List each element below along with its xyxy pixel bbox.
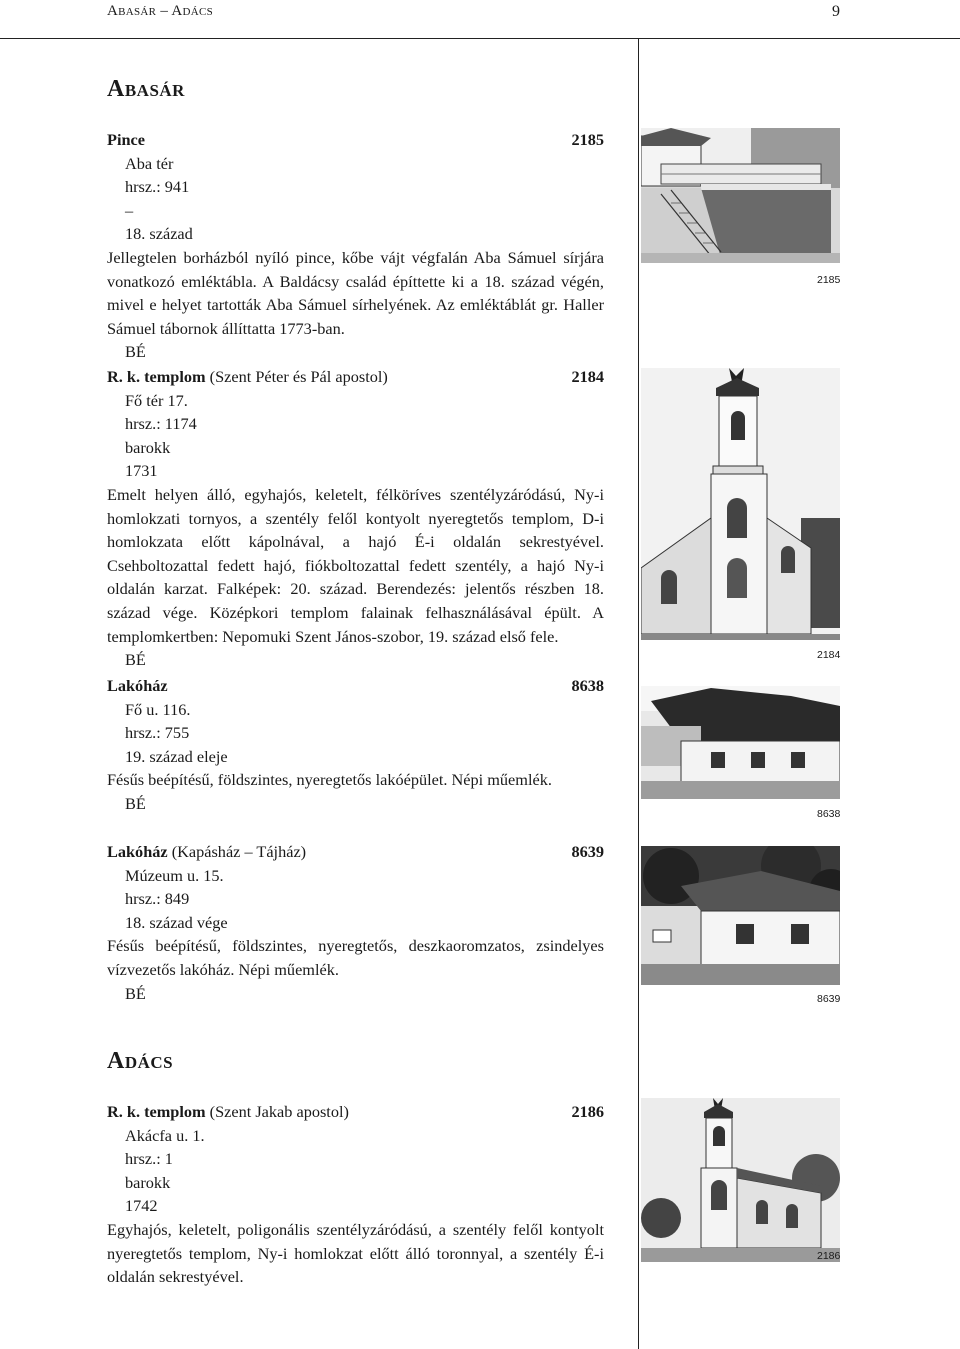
entry-number: 2184 [571,367,604,386]
entry-author: BÉ [125,793,146,813]
entry-description: Jellegtelen borházból nyíló pince, kőbe vájt végfalán Aba Sámuel sírjára vonatkozó emléktábla. A Baldácsy család építtette ki a 18. század végén, mivel e helyet tartották Aba Sámuel sírhelyének. Az emléktáblát gr. Haller Sámuel tábornok állíttatta 1773-ban. [107,247,604,338]
entry-address: Múzeum u. 15. [125,865,224,885]
entry-title: Pince [107,130,145,149]
entry-subtitle: (Szent Jakab apostol) [205,1102,349,1121]
entry-number: 2185 [571,130,604,149]
photo-caption: 2186 [817,1250,841,1262]
entry-parcel: hrsz.: 1 [125,1149,173,1169]
entry-heading [107,674,604,698]
entry-description: Fésűs beépítésű, földszintes, nyeregtetős lakóépület. Népi műemlék. [107,770,552,790]
house-photo [641,686,840,799]
entry-style: barokk [125,1172,171,1192]
section-title-adacs: Adács [107,1048,174,1074]
entry-parcel: hrsz.: 941 [125,177,190,197]
entry-date: 1742 [125,1196,158,1216]
entry-heading [107,128,604,152]
entry-date: 18. század vége [125,912,228,932]
entry-parcel: hrsz.: 1174 [125,414,197,434]
entry-heading [107,365,604,389]
entry-style: barokk [125,437,171,457]
entry-address: Fő tér 17. [125,390,188,410]
entry-description: Egyhajós, keletelt, poligonális szentélyzáródású, a szentély felől kontyolt nyeregtetős templom, Ny-i homlokzat előtt álló toronnyal, a szentély É-i oldalán sekrestyével. [107,1219,604,1287]
photo-caption: 8638 [817,808,841,820]
entry-number: 8639 [571,842,604,861]
page-number: 9 [832,3,840,20]
entry-title: Lakóház [107,842,168,861]
entry-heading [107,840,604,864]
entry-address: Aba tér [125,153,174,173]
entry-number: 8638 [571,676,604,695]
entry-author: BÉ [125,983,146,1003]
entry-parcel: hrsz.: 849 [125,889,190,909]
entry-subtitle: (Kapásház – Tájház) [167,842,307,861]
entry-description: Fésűs beépítésű, földszintes, nyeregtetős, deszkaoromzatos, zsindelyes vízvezetős lakóház. Népi műemlék. [107,936,604,979]
running-header: Abasár – Adács [107,3,214,19]
entry-templom-2186 [107,1100,604,1289]
entry-date: 18. század [125,224,193,244]
entry-title: R. k. templom [107,367,206,386]
column-rule [638,38,639,1349]
entry-date: 1731 [125,461,158,481]
entry-address: Fő u. 116. [125,699,191,719]
entry-style: – [125,200,134,220]
entry-lakohaz-8638 [107,674,604,816]
entry-description: Emelt helyen álló, egyhajós, keletelt, félköríves szentélyzáródású, Ny-i homlokzati tornyos, a szentély felől kontyolt nyeregtetős templom, D-i homlokzata előtt kápolnával, a hajó É-i oldalán sekrestyével. Csehboltozattal fedett hajó, fiókboltozattal fedett szentély, a hajó Ny-i oldalán karzat. Falképek: 20. század. Berendezés: jelentős részben 18. század vége. Középkori templom falainak felhasználásával épült. A templomkertben: Nepomuki Szent János-szobor, 19. század első fele. [107,484,604,646]
photo-caption: 2184 [817,649,841,661]
photo-caption: 2185 [817,274,841,286]
entry-author: BÉ [125,650,146,670]
church-photo [641,1098,840,1262]
entry-date: 19. század eleje [125,746,228,766]
entry-number: 2186 [571,1102,604,1121]
entry-address: Akácfa u. 1. [125,1125,205,1145]
entry-title: Lakóház [107,676,168,695]
entry-author: BÉ [125,342,146,362]
entry-parcel: hrsz.: 755 [125,723,190,743]
thatched-house-photo [641,846,840,985]
wine-cellar-photo [641,128,840,263]
church-tower-photo [641,368,840,640]
photo-caption: 8639 [817,993,841,1005]
section-title-abasar: Abasár [107,76,185,102]
entry-pince-2185 [107,128,604,364]
entry-lakohaz-8639 [107,840,604,1005]
header-rule [0,38,960,39]
entry-templom-2184 [107,365,604,672]
entry-subtitle: (Szent Péter és Pál apostol) [205,367,388,386]
entry-heading [107,1100,604,1124]
entry-title: R. k. templom [107,1102,206,1121]
